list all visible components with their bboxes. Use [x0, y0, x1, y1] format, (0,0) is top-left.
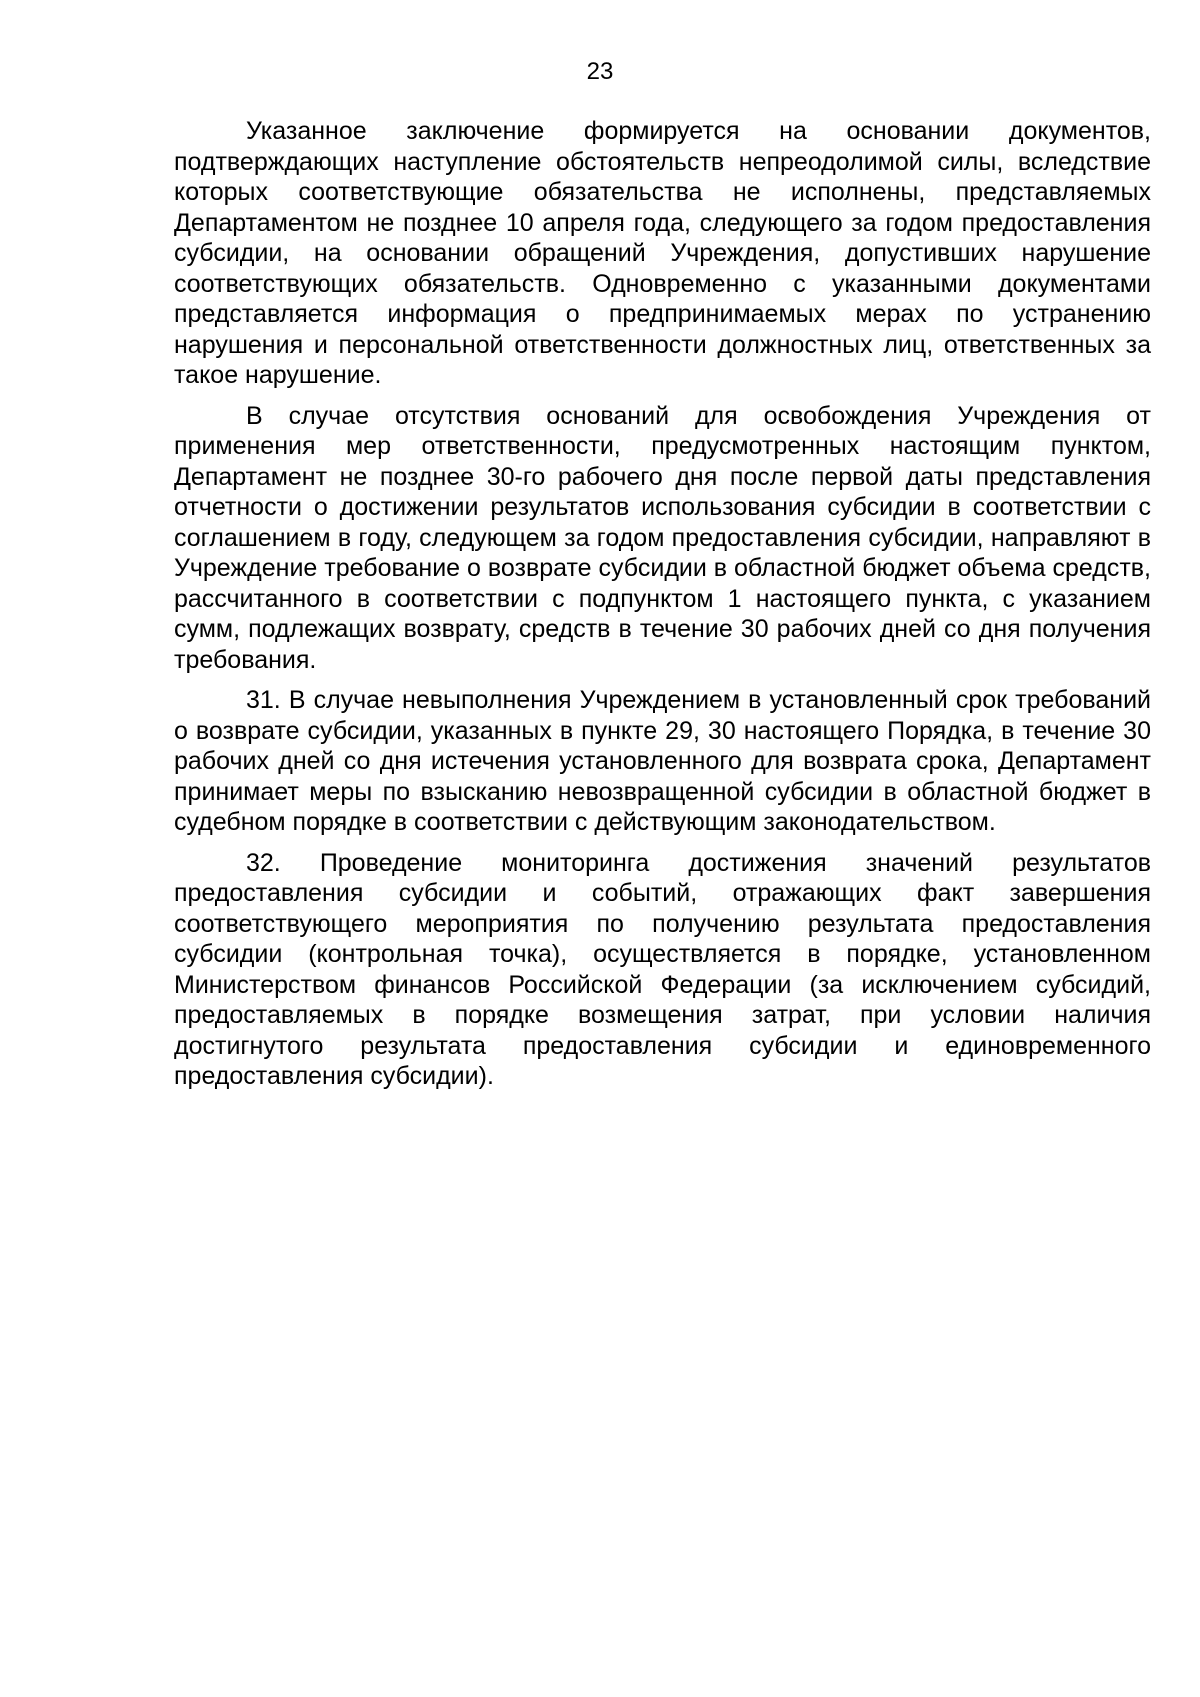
- document-body: [174, 116, 1151, 1102]
- page-number: 23: [586, 58, 614, 85]
- paragraph-conclusion-basis: Указанное заключение формируется на основании документов, подтверждающих наступление обстоятельств непреодолимой силы, вследствие которых соответствующие обязательства не исполнены, представляемых Департаментом не позднее 10 апреля года, следующего за годом предоставления субсидии, на основании обращений Учреждения, допустивших нарушение соответствующих обязательств. Одновременно с указанными документами представляется информация о предпринимаемых мерах по устранению нарушения и персональной ответственности должностных лиц, ответственных за такое нарушение.: [174, 117, 1151, 389]
- paragraph-refund-demand: В случае отсутствия оснований для освобождения Учреждения от применения мер ответственности, предусмотренных настоящим пунктом, Департамент не позднее 30-го рабочего дня после первой даты представления отчетности о достижении результатов использования субсидии в соответствии с соглашением в году, следующем за годом предоставления субсидии, направляют в Учреждение требование о возврате субсидии в областной бюджет объема средств, рассчитанного в соответствии с подпунктом 1 настоящего пункта, с указанием сумм, подлежащих возврату, средств в течение 30 рабочих дней со дня получения требования.: [174, 401, 1151, 674]
- paragraph-31: 31. В случае невыполнения Учреждением в установленный срок требований о возврате субсидии, указанных в пункте 29, 30 настоящего Порядка, в течение 30 рабочих дней со дня истечения установленного для возврата срока, Департамент принимает меры по взысканию невозвращенной субсидии в областной бюджет в судебном порядке в соответствии с действующим законодательством.: [174, 686, 1151, 836]
- paragraph-32: 32. Проведение мониторинга достижения значений результатов предоставления субсидии и событий, отражающих факт завершения соответствующего мероприятия по получению результата предоставления субсидии (контрольная точка), осуществляется в порядке, установленном Министерством финансов Российской Федерации (за исключением субсидий, предоставляемых в порядке возмещения затрат, при условии наличия достигнутого результата предоставления субсидии и единовременного предоставления субсидии).: [174, 848, 1151, 1090]
